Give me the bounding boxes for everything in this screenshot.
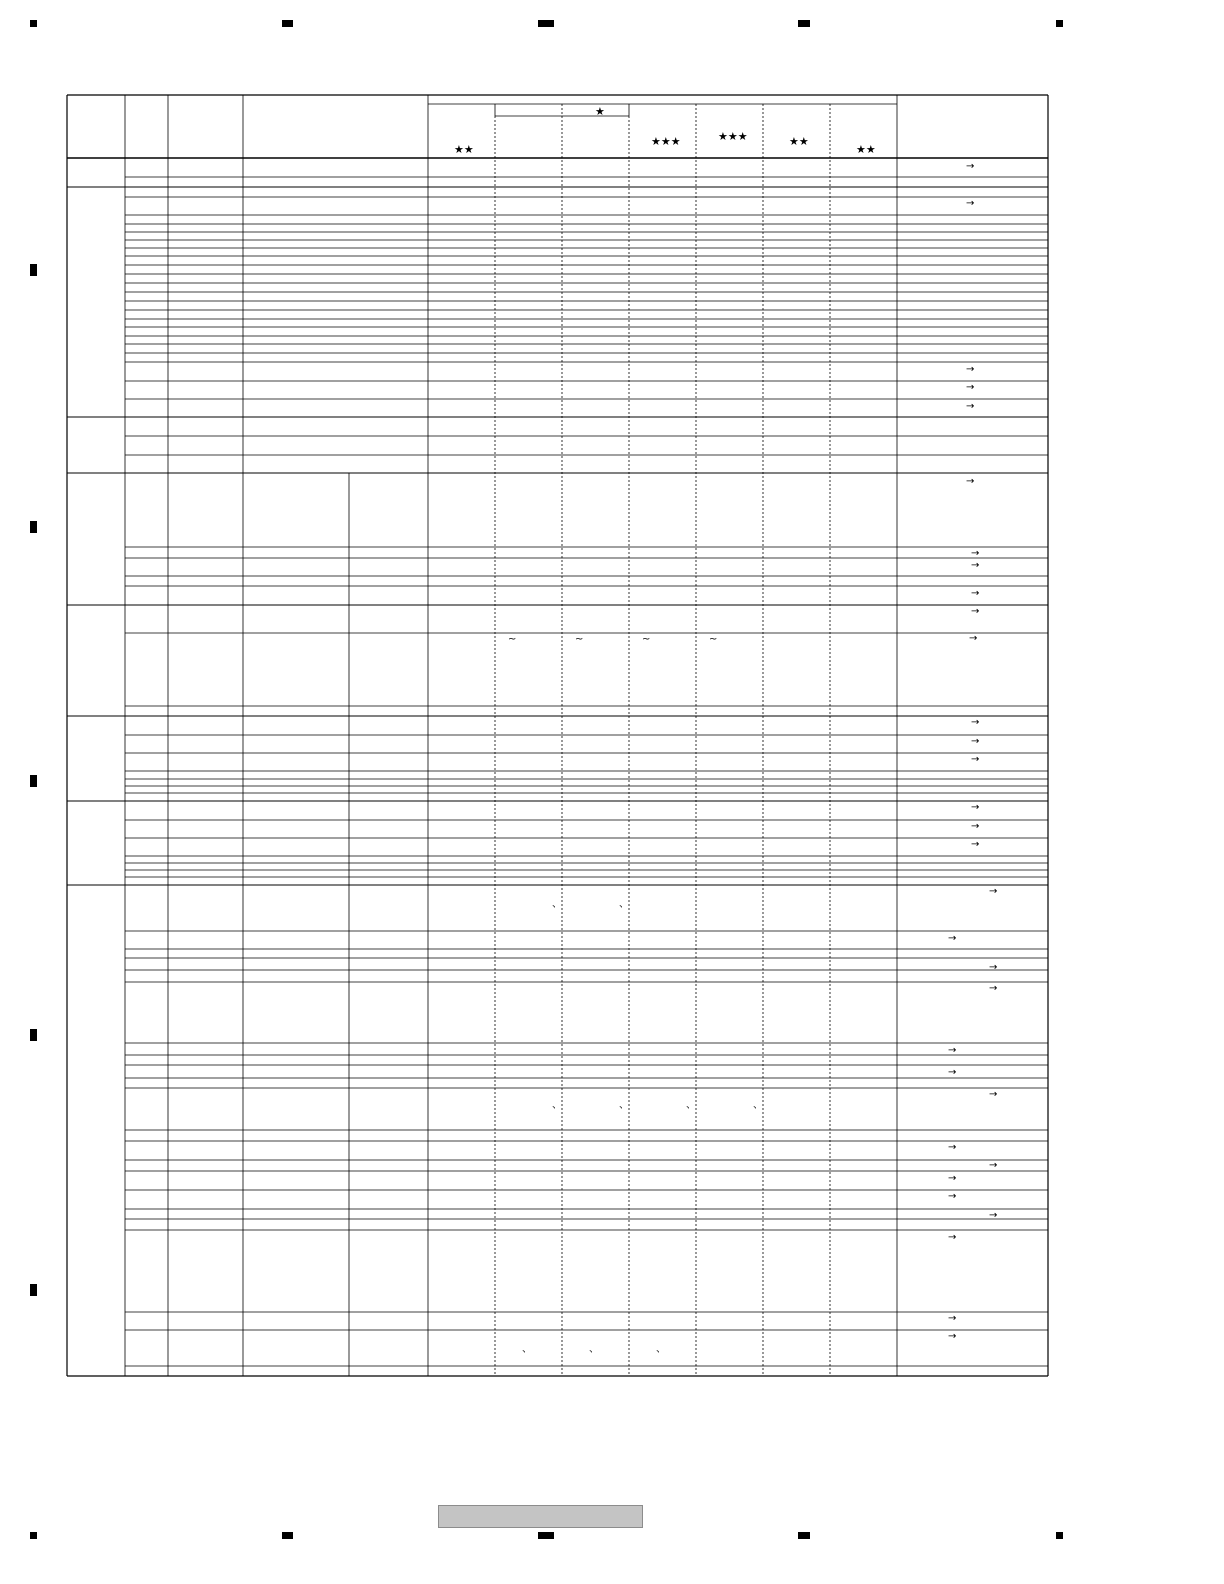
arrow-glyph: → xyxy=(989,1210,998,1221)
arrow-glyph: → xyxy=(966,401,975,412)
tick-glyph: 、 xyxy=(589,1344,599,1355)
arrow-glyph: → xyxy=(948,1142,957,1153)
arrow-glyph: → xyxy=(971,754,980,765)
arrow-glyph: → xyxy=(966,382,975,393)
double-star-mark-col10: ★★ xyxy=(789,135,809,148)
arrow-glyph: → xyxy=(966,476,975,487)
tilde-glyph: ~ xyxy=(575,634,584,645)
table-grid xyxy=(67,95,1048,1376)
arrow-glyph: → xyxy=(989,962,998,973)
footer-page-label-box xyxy=(438,1505,643,1528)
arrow-glyph: → xyxy=(948,1331,957,1342)
arrow-glyph: → xyxy=(971,839,980,850)
double-star-mark-col5: ★★ xyxy=(454,143,474,156)
triple-star-mark-col9: ★★★ xyxy=(718,130,748,143)
arrow-glyph: → xyxy=(989,1089,998,1100)
arrow-glyph: → xyxy=(948,1232,957,1243)
arrow-glyph: → xyxy=(989,1160,998,1171)
arrow-glyph: → xyxy=(971,736,980,747)
tick-glyph: 、 xyxy=(522,1344,532,1355)
tilde-glyph: ~ xyxy=(709,634,718,645)
tick-glyph: 、 xyxy=(753,1100,763,1111)
tick-glyph: 、 xyxy=(619,1100,629,1111)
arrow-glyph: → xyxy=(971,717,980,728)
triple-star-mark-col8: ★★★ xyxy=(651,135,681,148)
arrow-glyph: → xyxy=(989,983,998,994)
double-star-mark-col11: ★★ xyxy=(856,143,876,156)
tick-glyph: 、 xyxy=(656,1344,666,1355)
tilde-glyph: ~ xyxy=(642,634,651,645)
tick-glyph: 、 xyxy=(552,899,562,910)
tick-glyph: 、 xyxy=(619,899,629,910)
single-star-mark: ★ xyxy=(595,105,605,118)
tilde-glyph: ~ xyxy=(508,634,517,645)
arrow-glyph: → xyxy=(948,1191,957,1202)
arrow-glyph: → xyxy=(989,886,998,897)
arrow-glyph: → xyxy=(948,1045,957,1056)
arrow-glyph: → xyxy=(971,588,980,599)
table-header-marks xyxy=(454,105,876,156)
arrow-glyph: → xyxy=(948,933,957,944)
arrow-glyph: → xyxy=(971,548,980,559)
arrow-glyph: → xyxy=(966,161,975,172)
arrow-glyph: → xyxy=(948,1313,957,1324)
tick-glyph: 、 xyxy=(552,1100,562,1111)
arrow-glyph: → xyxy=(971,802,980,813)
arrow-glyph: → xyxy=(971,821,980,832)
arrow-glyph: → xyxy=(969,633,978,644)
arrow-glyph: → xyxy=(966,364,975,375)
arrow-glyph: → xyxy=(971,560,980,571)
cell-glyphs xyxy=(508,161,997,1355)
arrow-glyph: → xyxy=(948,1173,957,1184)
tick-glyph: 、 xyxy=(686,1100,696,1111)
arrow-glyph: → xyxy=(971,606,980,617)
arrow-glyph: → xyxy=(966,198,975,209)
arrow-glyph: → xyxy=(948,1067,957,1078)
